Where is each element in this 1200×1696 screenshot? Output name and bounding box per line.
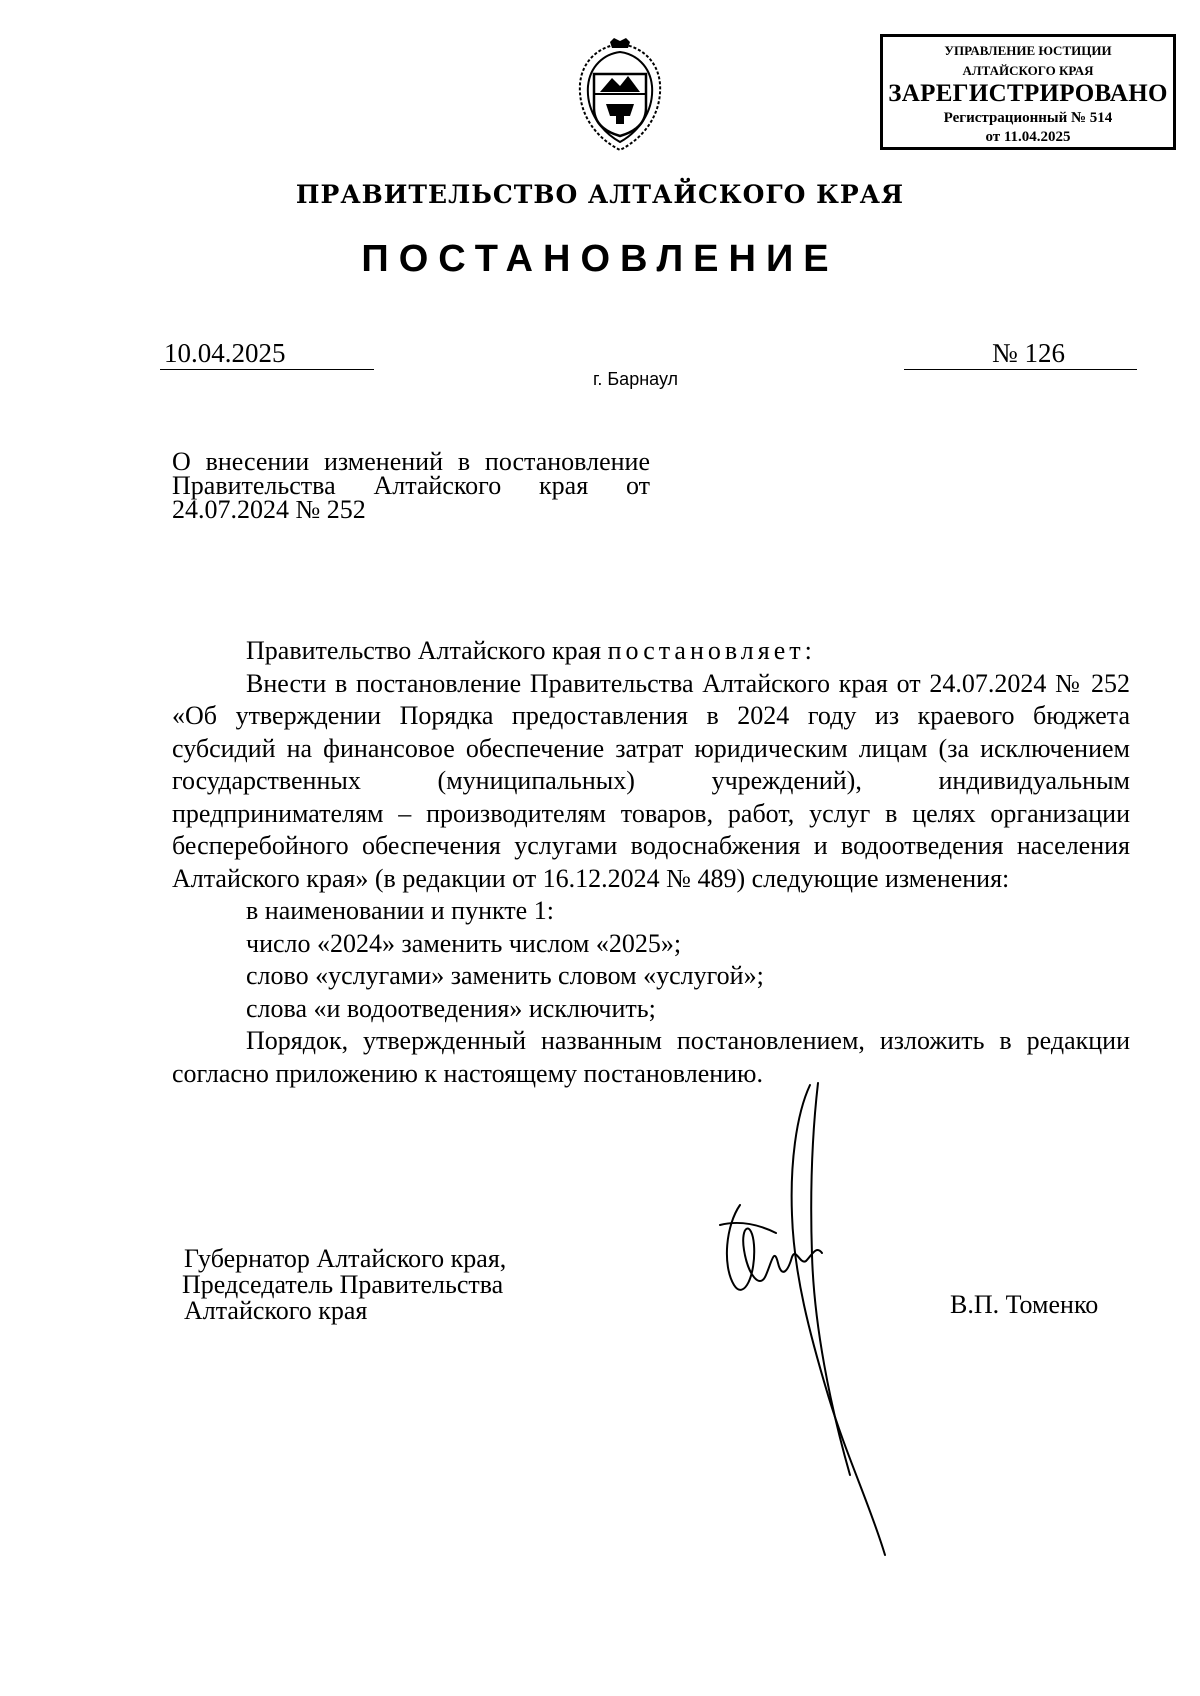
handwritten-signature: [700, 1075, 900, 1565]
signer-position-line2: Председатель Правительства: [182, 1270, 504, 1299]
body-paragraph-4: слово «услугами» заменить словом «услугой»;: [246, 961, 764, 990]
body-paragraph-2: в наименовании и пункте 1:: [246, 896, 554, 925]
document-type-title: ПОСТАНОВЛЕНИЕ: [361, 238, 839, 280]
preamble-text: Правительство Алтайского края: [246, 636, 602, 665]
stamp-reg-number: Регистрационный № 514: [943, 110, 1113, 126]
body-paragraph-5: слова «и водоотведения» исключить;: [246, 993, 656, 1023]
document-subject: О внесении изменений в постановление Правительства Алтайского края от 24.07.2024 № 252: [172, 447, 650, 524]
body-paragraph-3: число «2024» заменить числом «2025»;: [246, 928, 682, 958]
preamble-verb: постановляет:: [607, 636, 816, 665]
signer-position-line1: Губернатор Алтайского края,: [184, 1244, 507, 1273]
registration-stamp: [880, 34, 1176, 150]
document-city: г. Барнаул: [593, 369, 679, 389]
signer-position-line3: Алтайского края: [184, 1296, 368, 1325]
signer-name: В.П. Томенко: [950, 1290, 1099, 1319]
preamble-paragraph: [172, 635, 1130, 668]
stamp-reg-date: от 11.04.2025: [985, 129, 1071, 145]
body-paragraph-6: Порядок, утвержденный названным постановлением, изложить в редакции согласно приложению к настоящему постановлению.: [172, 1026, 1130, 1088]
stamp-status: ЗАРЕГИСТРИРОВАНО: [888, 80, 1168, 107]
document-date: 10.04.2025: [160, 337, 374, 370]
government-title: ПРАВИТЕЛЬСТВО АЛТАЙСКОГО КРАЯ: [295, 180, 905, 209]
coat-of-arms-emblem: [570, 38, 670, 156]
document-body: [172, 635, 1130, 1090]
stamp-org-line1: УПРАВЛЕНИЕ ЮСТИЦИИ: [944, 43, 1112, 58]
signer-position: [184, 1246, 604, 1324]
document-number: № 126: [904, 337, 1137, 370]
body-paragraph-1: Внести в постановление Правительства Алтайского края от 24.07.2024 № 252 «Об утверждении Порядка предоставления в 2024 году из краевого бюджета субсидий на финансовое обеспечение затрат юридическим лицам (за исключением государственных (муниципальных) учреждений), индивидуальным предпринимателям – производителям товаров, работ, услуг в целях организации бесперебойного обеспечения услугами водоснабжения и водоотведения населения Алтайского края» (в редакции от 16.12.2024 № 489) следующие изменения:: [172, 668, 1130, 893]
stamp-org-line2: АЛТАЙСКОГО КРАЯ: [962, 63, 1094, 78]
